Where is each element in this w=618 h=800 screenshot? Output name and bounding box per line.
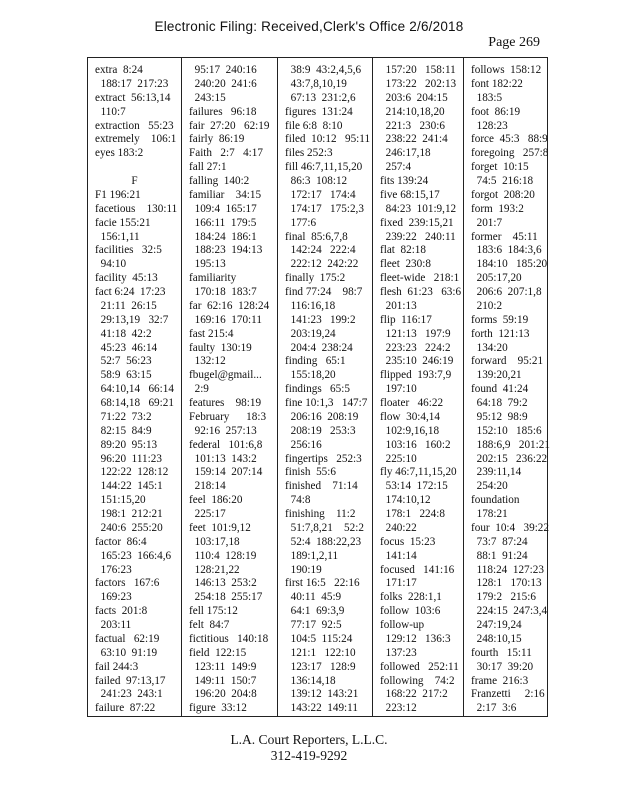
- index-entry-line: facility 45:13: [95, 272, 158, 285]
- index-entry-line: 240:22: [380, 521, 417, 534]
- index-entry-line: 29:13,19 32:7: [95, 313, 169, 326]
- index-entry-line: eyes 183:2: [95, 147, 144, 160]
- index-entry-line: 203:6 204:15: [380, 91, 448, 104]
- index-entry-line: factor 86:4: [95, 535, 147, 548]
- index-entry-line: 123:17 128:9: [285, 660, 356, 673]
- index-entry-line: 246:17,18: [380, 147, 431, 160]
- index-entry-line: 173:22 202:13: [380, 77, 457, 90]
- word-index-frame: [87, 57, 548, 717]
- index-entry-line: font 182:22: [471, 77, 523, 90]
- index-entry-line: F1 196:21: [95, 188, 141, 201]
- index-entry-line: forward 95:21: [471, 355, 544, 368]
- index-entry-line: 156:1,11: [95, 230, 140, 243]
- index-entry-line: 64:1 69:3,9: [285, 605, 345, 618]
- index-entry-line: fleet-wide 218:1: [380, 272, 460, 285]
- index-entry-line: 95:17 240:16: [189, 64, 257, 76]
- index-entry-line: 168:22 217:2: [380, 688, 448, 701]
- index-entry-line: fine 10:1,3 147:7: [285, 397, 368, 409]
- index-entry-line: followed 252:11: [380, 660, 459, 673]
- index-entry-line: 86:3 108:12: [285, 175, 348, 187]
- index-entry-line: filed 10:12 95:11: [285, 133, 371, 146]
- index-entry-line: 118:24 127:23: [471, 563, 544, 576]
- index-entry-line: 257:4: [380, 161, 412, 174]
- index-entry-line: 174:17 175:2,3: [285, 202, 364, 215]
- index-entry-line: 143:22 149:11: [285, 702, 358, 715]
- index-entry-line: 223:23 224:2: [380, 341, 451, 354]
- index-entry-line: form 193:2: [471, 202, 524, 215]
- index-entry-line: facilities 32:5: [95, 244, 162, 257]
- index-entry-line: fits 139:24: [380, 175, 429, 187]
- index-entry-line: extraction 55:23: [95, 119, 174, 132]
- index-entry-line: failure 87:22: [95, 702, 156, 715]
- index-column-5: [463, 58, 549, 716]
- index-entry-line: 184:24 186:1: [189, 230, 257, 243]
- index-entry-line: 223:12: [380, 702, 417, 715]
- index-entry-line: focus 15:23: [380, 535, 436, 548]
- index-entry-line: 74:5 216:18: [471, 175, 534, 187]
- index-entry-line: figure 33:12: [189, 702, 247, 715]
- index-entry-line: 102:9,16,18: [380, 424, 440, 437]
- index-entry-line: forget 10:15: [471, 161, 529, 174]
- index-entry-line: 165:23 166:4,6: [95, 549, 172, 562]
- index-entry-line: 129:12 136:3: [380, 632, 451, 645]
- index-entry-line: 110:4 128:19: [189, 549, 257, 562]
- index-entry-line: flip 116:17: [380, 313, 432, 326]
- index-column-4: [372, 58, 463, 716]
- index-entry-line: 221:3 230:6: [380, 119, 445, 132]
- index-entry-line: 128:21,22: [189, 563, 240, 576]
- index-entry-line: 58:9 63:15: [95, 369, 152, 382]
- index-entry-line: fell 175:12: [189, 605, 238, 618]
- index-entry-line: 121:1 122:10: [285, 646, 356, 659]
- reporter-name: L.A. Court Reporters, L.L.C.: [230, 732, 388, 747]
- index-entry-line: 41:18 42:2: [95, 327, 152, 340]
- index-entry-line: fairly 86:19: [189, 133, 245, 146]
- index-entry-line: follow 103:6: [380, 605, 441, 618]
- index-entry-line: 144:22 145:1: [95, 480, 163, 493]
- index-entry-line: frame 216:3: [471, 674, 529, 687]
- index-entry-line: foot 86:19: [471, 105, 521, 118]
- index-entry-line: find 77:24 98:7: [285, 286, 363, 298]
- index-entry-line: 177:6: [285, 216, 317, 229]
- index-entry-line: 204:4 238:24: [285, 341, 353, 354]
- index-entry-line: 77:17 92:5: [285, 619, 342, 631]
- index-entry-line: 51:7,8,21 52:2: [285, 521, 364, 534]
- index-entry-line: 239:22 240:11: [380, 230, 456, 243]
- index-entry-line: 214:10,18,20: [380, 105, 445, 118]
- index-entry-line: 139:20,21: [471, 369, 522, 382]
- index-entry-line: 52:4 188:22,23: [285, 535, 362, 548]
- index-entry-line: 243:15: [189, 91, 226, 104]
- index-entry-line: 95:12 98:9: [471, 410, 528, 423]
- index-entry-line: 254:20: [471, 480, 508, 493]
- reporter-phone: 312-419-9292: [270, 748, 348, 763]
- index-entry-line: 202:15 236:22: [471, 452, 548, 465]
- index-column-3: [277, 58, 372, 716]
- index-entry-line: 190:19: [285, 563, 322, 576]
- index-entry-line: 137:23: [380, 646, 417, 659]
- index-entry-line: federal 101:6,8: [189, 438, 263, 451]
- index-entry-line: 240:20 241:6: [189, 77, 257, 90]
- index-entry-line: finish 55:6: [285, 466, 336, 479]
- index-entry-line: 73:7 87:24: [471, 535, 528, 548]
- index-entry-line: finished 71:14: [285, 480, 358, 493]
- index-column-1: [88, 58, 181, 716]
- index-entry-line: 201:7: [471, 216, 503, 229]
- index-entry-line: 188:17 217:23: [95, 77, 169, 90]
- index-entry-line: following 74:2: [380, 674, 455, 687]
- index-entry-line: falling 140:2: [189, 175, 250, 187]
- index-entry-line: 128:23: [471, 119, 508, 132]
- index-entry-line: 2:17 3:6: [471, 702, 517, 715]
- index-entry-line: 183:6 184:3,6: [471, 244, 542, 257]
- index-entry-line: 149:11 150:7: [189, 674, 257, 687]
- index-entry-line: follows 158:12: [471, 64, 542, 76]
- index-entry-line: extremely 106:1: [95, 133, 177, 146]
- index-entry-line: 40:11 45:9: [285, 591, 342, 604]
- index-entry-line: fleet 230:8: [380, 258, 431, 271]
- index-entry-line: 64:10,14 66:14: [95, 383, 174, 396]
- index-entry-line: 248:10,15: [471, 632, 522, 645]
- index-entry-line: 198:1 212:21: [95, 508, 163, 520]
- index-entry-line: 64:18 79:2: [471, 397, 528, 409]
- index-entry-line: 178:21: [471, 508, 508, 520]
- index-entry-line: forms 59:19: [471, 313, 529, 326]
- index-entry-line: failures 96:18: [189, 105, 257, 118]
- index-entry-line: flat 82:18: [380, 244, 426, 257]
- index-entry-line: 128:1 170:13: [471, 577, 542, 590]
- index-entry-line: fair 27:20 62:19: [189, 119, 270, 132]
- index-entry-line: file 6:8 8:10: [285, 119, 343, 132]
- index-entry-line: [95, 161, 181, 175]
- index-entry-line: found 41:24: [471, 383, 529, 396]
- index-entry-line: finishing 11:2: [285, 508, 356, 520]
- index-entry-line: 92:16 257:13: [189, 424, 257, 437]
- index-entry-line: 94:10: [95, 258, 127, 271]
- index-entry-line: 71:22 73:2: [95, 410, 152, 423]
- index-entry-line: 53:14 172:15: [380, 480, 448, 493]
- index-entry-line: 210:2: [471, 299, 503, 312]
- index-entry-line: flipped 193:7,9: [380, 369, 452, 382]
- index-entry-line: 172:17 174:4: [285, 188, 356, 201]
- index-entry-line: 38:9 43:2,4,5,6: [285, 64, 362, 76]
- index-entry-line: 104:5 115:24: [285, 632, 353, 645]
- index-entry-line: files 252:3: [285, 147, 333, 160]
- index-entry-line: 82:15 84:9: [95, 424, 152, 437]
- index-entry-line: 2:9: [189, 383, 209, 396]
- index-entry-line: 96:20 111:23: [95, 452, 162, 465]
- index-entry-line: 132:12: [189, 355, 226, 368]
- index-entry-line: 67:13 231:2,6: [285, 91, 356, 104]
- index-entry-line: 74:8: [285, 494, 311, 507]
- index-entry-line: factors 167:6: [95, 577, 160, 590]
- index-entry-line: facie 155:21: [95, 216, 151, 229]
- index-entry-line: 141:23 199:2: [285, 313, 356, 326]
- index-entry-line: 45:23 46:14: [95, 341, 158, 354]
- index-entry-line: foregoing 257:8: [471, 147, 549, 160]
- index-entry-line: 205:17,20: [471, 272, 522, 285]
- index-entry-line: 109:4 165:17: [189, 202, 257, 215]
- index-entry-line: fictitious 140:18: [189, 632, 269, 645]
- index-entry-line: 183:5: [471, 91, 503, 104]
- index-entry-line: 174:10,12: [380, 494, 431, 507]
- index-entry-line: five 68:15,17: [380, 188, 440, 201]
- index-entry-line: fast 215:4: [189, 327, 234, 340]
- index-entry-line: flesh 61:23 63:6: [380, 286, 462, 298]
- index-entry-line: 121:13 197:9: [380, 327, 451, 340]
- index-entry-line: 52:7 56:23: [95, 355, 152, 368]
- index-entry-line: 155:18,20: [285, 369, 336, 382]
- index-entry-line: familiar 34:15: [189, 188, 262, 201]
- index-entry-line: feel 186:20: [189, 494, 243, 507]
- index-entry-line: fall 27:1: [189, 161, 227, 174]
- index-entry-line: facetious 130:11: [95, 202, 178, 215]
- index-entry-line: 225:10: [380, 452, 417, 465]
- index-entry-line: 179:2 215:6: [471, 591, 536, 604]
- index-entry-line: foundation: [471, 494, 520, 507]
- index-entry-line: 203:19,24: [285, 327, 336, 340]
- court-reporter-footer: [0, 732, 618, 764]
- index-entry-line: 43:7,8,10,19: [285, 77, 347, 90]
- index-entry-line: fbugel@gmail...: [189, 369, 262, 382]
- index-entry-line: February 18:3: [189, 410, 267, 423]
- index-entry-line: 89:20 95:13: [95, 438, 158, 451]
- index-entry-line: faulty 130:19: [189, 341, 252, 354]
- index-entry-line: 169:23: [95, 591, 132, 604]
- index-entry-line: field 122:15: [189, 646, 247, 659]
- index-entry-line: Franzetti 2:16: [471, 688, 545, 701]
- index-entry-line: finally 175:2: [285, 272, 346, 285]
- index-entry-line: 21:11 26:15: [95, 299, 157, 312]
- index-entry-line: feet 101:9,12: [189, 521, 251, 534]
- index-entry-line: flow 30:4,14: [380, 410, 440, 423]
- index-entry-line: 254:18 255:17: [189, 591, 263, 604]
- index-entry-line: former 45:11: [471, 230, 538, 243]
- index-entry-line: finding 65:1: [285, 355, 346, 368]
- index-entry-line: final 85:6,7,8: [285, 230, 348, 243]
- index-entry-line: 134:20: [471, 341, 508, 354]
- index-entry-line: fact 6:24 17:23: [95, 286, 166, 298]
- index-entry-line: 225:17: [189, 508, 226, 520]
- index-entry-line: 30:17 39:20: [471, 660, 534, 673]
- index-entry-line: 171:17: [380, 577, 417, 590]
- index-entry-line: 238:22 241:4: [380, 133, 448, 146]
- index-entry-line: factual 62:19: [95, 632, 160, 645]
- index-entry-line: fingertips 252:3: [285, 452, 362, 465]
- index-entry-line: findings 65:5: [285, 383, 350, 396]
- index-entry-line: features 98:19: [189, 397, 262, 409]
- index-entry-line: 146:13 253:2: [189, 577, 257, 590]
- index-entry-line: fail 244:3: [95, 660, 139, 673]
- index-entry-line: familiarity: [189, 272, 237, 285]
- index-entry-line: floater 46:22: [380, 397, 444, 409]
- index-entry-line: 241:23 243:1: [95, 688, 163, 701]
- index-entry-line: 178:1 224:8: [380, 508, 445, 520]
- index-entry-line: fill 46:7,11,15,20: [285, 161, 363, 174]
- index-entry-line: follow-up: [380, 619, 425, 631]
- index-entry-line: 122:22 128:12: [95, 466, 169, 479]
- index-entry-line: 123:11 149:9: [189, 660, 257, 673]
- index-entry-line: 206:16 208:19: [285, 410, 359, 423]
- filing-stamp-header: Electronic Filing: Received,Clerk's Office 2/6/2018: [154, 19, 464, 34]
- index-entry-line: 110:7: [95, 105, 126, 118]
- index-entry-line: 196:20 204:8: [189, 688, 257, 701]
- index-entry-line: failed 97:13,17: [95, 674, 166, 687]
- index-entry-line: 136:14,18: [285, 674, 336, 687]
- index-entry-line: 201:13: [380, 299, 417, 312]
- index-entry-line: 169:16 170:11: [189, 313, 262, 326]
- index-entry-line: felt 84:7: [189, 619, 230, 631]
- index-entry-line: 218:14: [189, 480, 226, 493]
- index-entry-line: 84:23 101:9,12: [380, 202, 457, 215]
- index-entry-line: 197:10: [380, 383, 417, 396]
- index-entry-line: 235:10 246:19: [380, 355, 454, 368]
- index-entry-line: extract 56:13,14: [95, 91, 171, 104]
- index-entry-line: force 45:3 88:9: [471, 133, 548, 146]
- index-entry-line: forth 121:13: [471, 327, 530, 340]
- index-entry-line: 176:23: [95, 563, 132, 576]
- index-entry-line: 189:1,2,11: [285, 549, 339, 562]
- index-entry-line: 152:10 185:6: [471, 424, 542, 437]
- index-entry-line: focused 141:16: [380, 563, 455, 576]
- index-entry-line: Faith 2:7 4:17: [189, 147, 263, 160]
- index-entry-line: fourth 15:11: [471, 646, 532, 659]
- index-entry-line: folks 228:1,1: [380, 591, 442, 604]
- index-entry-line: 88:1 91:24: [471, 549, 528, 562]
- index-entry-line: 116:16,18: [285, 299, 336, 312]
- index-entry-line: 157:20 158:11: [380, 64, 456, 76]
- page-number: Page 269: [488, 35, 540, 50]
- index-entry-line: 139:12 143:21: [285, 688, 359, 701]
- index-entry-line: 63:10 91:19: [95, 646, 158, 659]
- index-entry-line: fixed 239:15,21: [380, 216, 454, 229]
- index-entry-line: 224:15 247:3,4: [471, 605, 548, 618]
- index-entry-line: 222:12 242:22: [285, 258, 359, 271]
- index-entry-line: 166:11 179:5: [189, 216, 257, 229]
- index-entry-line: 142:24 222:4: [285, 244, 356, 257]
- index-entry-line: 103:16 160:2: [380, 438, 451, 451]
- index-entry-line: figures 131:24: [285, 105, 353, 118]
- index-entry-line: 256:16: [285, 438, 322, 451]
- index-entry-line: extra 8:24: [95, 64, 143, 76]
- index-entry-line: far 62:16 128:24: [189, 299, 270, 312]
- index-entry-line: 247:19,24: [471, 619, 522, 631]
- index-entry-line: fly 46:7,11,15,20: [380, 466, 457, 479]
- index-entry-line: 101:13 143:2: [189, 452, 257, 465]
- index-entry-line: 170:18 183:7: [189, 286, 257, 298]
- index-entry-line: four 10:4 39:22: [471, 521, 549, 534]
- index-entry-line: facts 201:8: [95, 605, 148, 618]
- index-entry-line: 208:19 253:3: [285, 424, 356, 437]
- index-entry-line: 239:11,14: [471, 466, 522, 479]
- index-entry-line: 203:11: [95, 619, 132, 631]
- index-entry-line: forgot 208:20: [471, 188, 535, 201]
- index-entry-line: 68:14,18 69:21: [95, 397, 174, 409]
- index-entry-line: 141:14: [380, 549, 417, 562]
- index-entry-line: 184:10 185:20: [471, 258, 548, 271]
- index-entry-line: 151:15,20: [95, 494, 146, 507]
- index-entry-line: 188:6,9 201:21: [471, 438, 550, 451]
- index-entry-line: 240:6 255:20: [95, 521, 163, 534]
- index-entry-line: 159:14 207:14: [189, 466, 263, 479]
- index-entry-line: 103:17,18: [189, 535, 240, 548]
- index-entry-line: 188:23 194:13: [189, 244, 263, 257]
- index-column-2: [181, 58, 277, 716]
- index-entry-line: 206:6 207:1,8: [471, 286, 542, 298]
- index-entry-line: first 16:5 22:16: [285, 577, 360, 590]
- letter-section-heading: F: [131, 175, 138, 187]
- index-entry-line: 195:13: [189, 258, 226, 271]
